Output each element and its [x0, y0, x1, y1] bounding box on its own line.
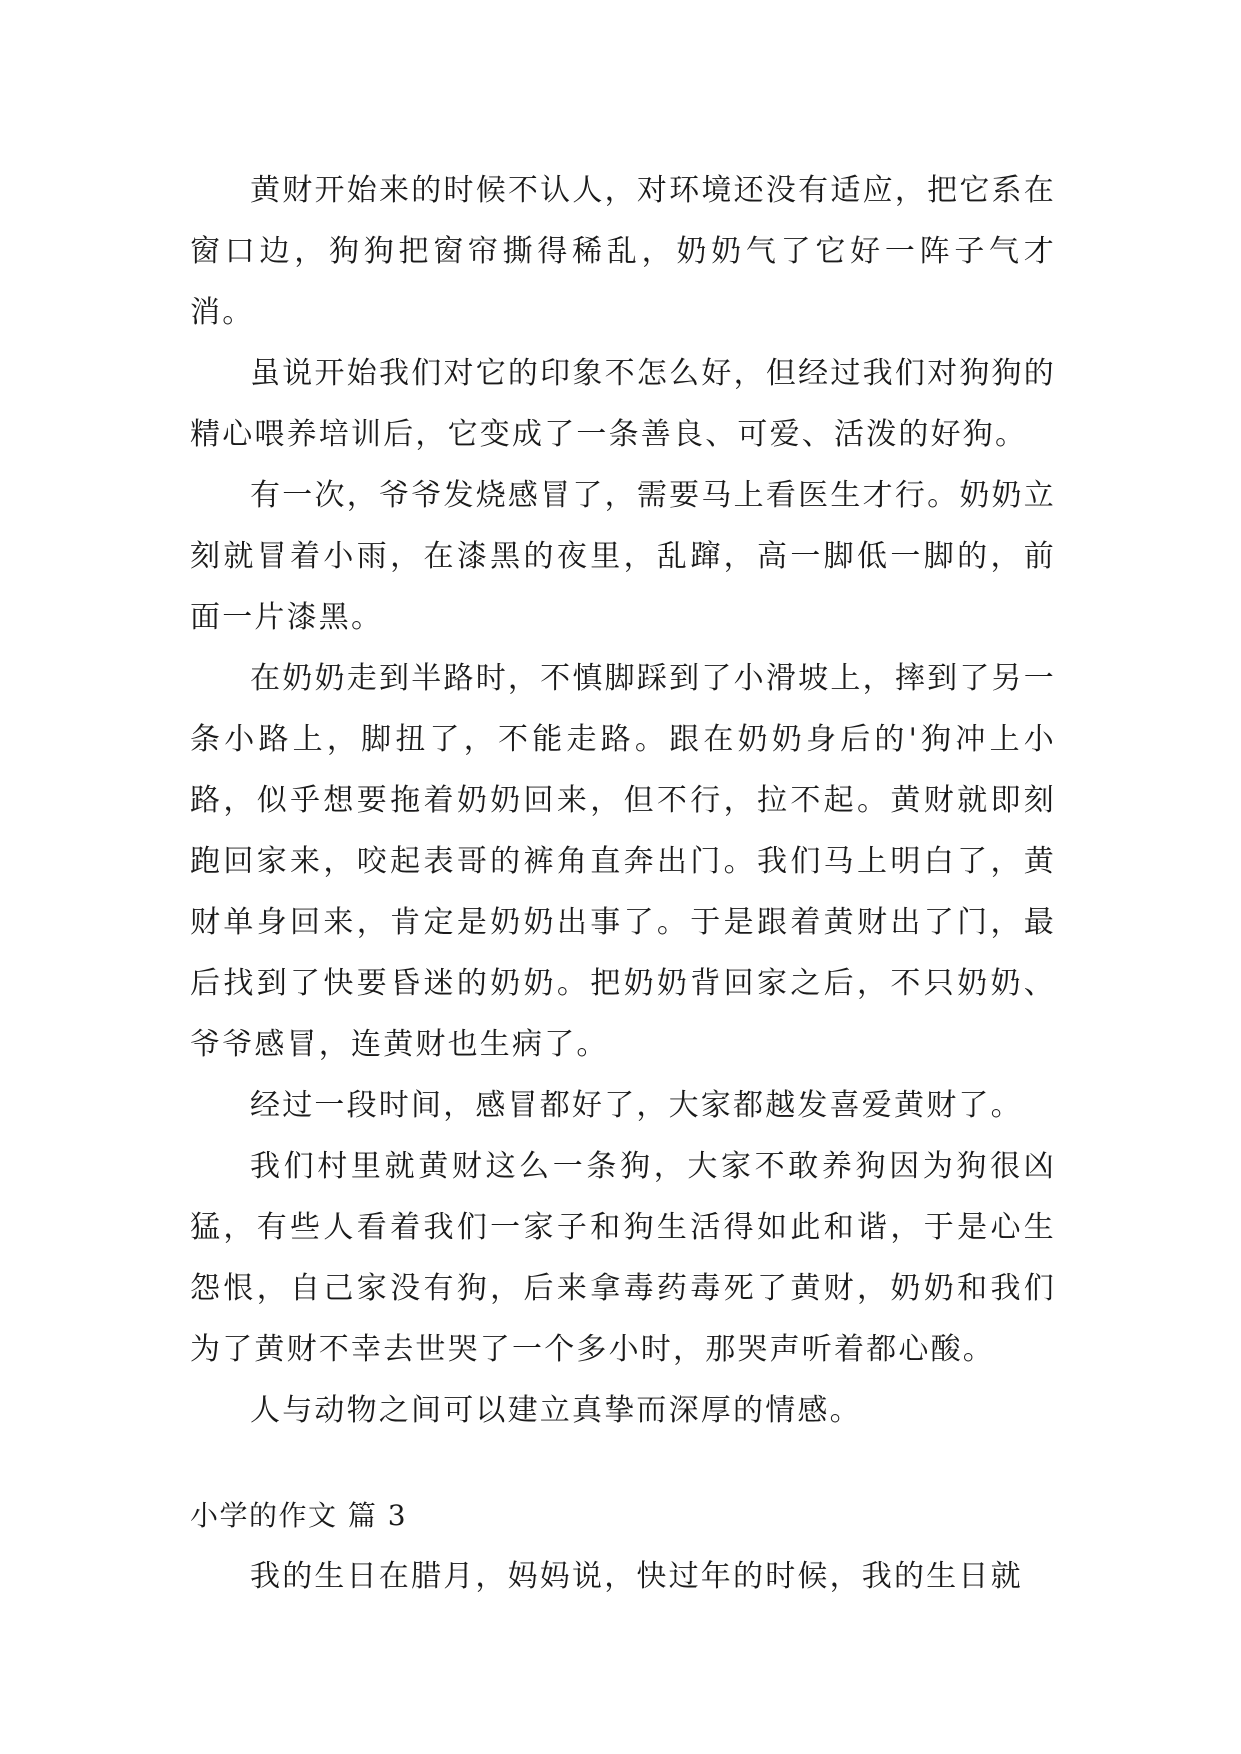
paragraph: 我的生日在腊月，妈妈说，快过年的时候，我的生日就 [250, 1559, 1023, 1594]
paragraph: 经过一段时间，感冒都好了，大家都越发喜爱黄财了。 [250, 1088, 1023, 1123]
paragraph: 在奶奶走到半路时，不慎脚踩到了小滑坡上，摔到了另一条小路上，脚扭了，不能走路。跟在奶奶身后的'狗冲上小路，似乎想要拖着奶奶回来，但不行，拉不起。黄财就即刻跑回家来，咬起表哥的裤角直奔出门。我们马上明白了，黄财单身回来，肯定是奶奶出事了。于是跟着黄财出了门，最后找到了快要昏迷的奶奶。把奶奶背回家之后，不只奶奶、爷爷感冒，连黄财也生病了。 [190, 661, 1056, 1062]
paragraph: 我们村里就黄财这么一条狗，大家不敢养狗因为狗很凶猛，有些人看着我们一家子和狗生活得如此和谐，于是心生怨恨，自己家没有狗，后来拿毒药毒死了黄财，奶奶和我们为了黄财不幸去世哭了一个多小时，那哭声听着都心酸。 [190, 1149, 1056, 1367]
paragraph: 有一次，爷爷发烧感冒了，需要马上看医生才行。奶奶立刻就冒着小雨，在漆黑的夜里，乱蹿，高一脚低一脚的，前面一片漆黑。 [190, 478, 1056, 635]
paragraph: 人与动物之间可以建立真挚而深厚的情感。 [250, 1393, 862, 1428]
article-body [190, 160, 1056, 1607]
section-heading: 小学的作文 篇 3 [190, 1499, 408, 1532]
paragraph: 黄财开始来的时候不认人，对环境还没有适应，把它系在窗口边，狗狗把窗帘撕得稀乱，奶奶气了它好一阵子气才消。 [190, 173, 1056, 330]
paragraph: 虽说开始我们对它的印象不怎么好，但经过我们对狗狗的精心喂养培训后，它变成了一条善良、可爱、活泼的好狗。 [190, 356, 1056, 452]
